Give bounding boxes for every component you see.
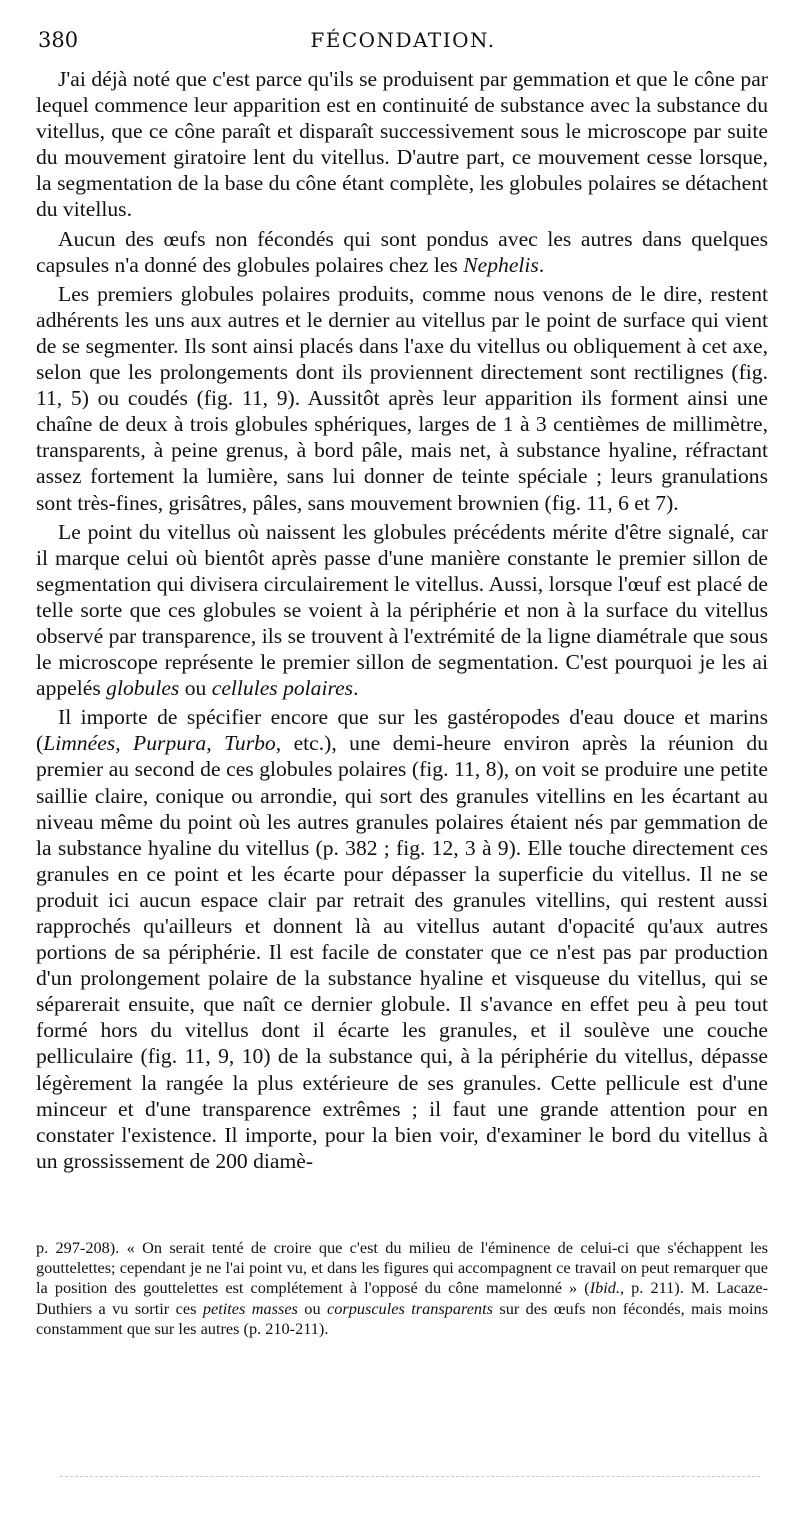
page-number: 380 <box>38 28 79 52</box>
paragraph <box>36 519 768 702</box>
page-header <box>38 28 768 58</box>
body-text <box>36 66 768 1177</box>
paragraph-text: , <box>206 731 225 756</box>
footnote-text: ou <box>297 1298 328 1318</box>
italic-term: globules <box>106 676 180 701</box>
italic-term: Turbo <box>224 731 276 756</box>
italic-term: petites masses <box>202 1298 298 1318</box>
footnote-text: sur des œufs non fécondés, mais moins constamment que sur les autres (p. 210-211). <box>36 1298 769 1338</box>
paragraph-text: ou <box>179 676 212 701</box>
paragraph-text: , etc.), une demi-heure environ après la réunion du premier au second de ces globules polaires (fig. 11, 8), on voit se produire une petite saillie claire, conique ou arrondie, qui sort des granules vitellins en les écartant au niveau même du point où les autres granules polaires étaient nés par gemmation de la substance hyaline du vitellus (p. 382 ; fig. 12, 3 à 9). Elle touche directement ces granules en ce point et les écarte pour dépasser la superficie du vitellus. Il ne se produit ici aucun espace clair par retrait des granules vitellins, qui restent aussi rapprochés qu'ailleurs et donnent là au vitellus autant d'opacité qu'aux autres portions de sa périphérie. Il est facile de constater que ce n'est pas par production d'un prolongement polaire de la substance hyaline et visqueuse du vitellus, qui se séparerait ensuite, que naît ce dernier globule. Il s'avance en effet peu à peu tout formé hors du vitellus dont il écarte les granules, et il soulève une couche pelliculaire (fig. 11, 9, 10) de la substance qui, à la périphérie du vitellus, dépasse légèrement la rangée la plus extérieure de ses granules. Cette pellicule est d'une minceur et d'une transparence extrêmes ; il faut une grande attention pour en constater l'existence. Il importe, pour la bien voir, d'examiner le bord du vitellus à un grossissement de 200 diamè- <box>36 731 769 1173</box>
italic-term: Purpura <box>133 731 207 756</box>
paragraph-text: Aucun des œufs non fécondés qui sont pondus avec les autres dans quelques capsules n'a donné des globules polaires chez les <box>36 226 768 277</box>
italic-term: Ibid. <box>589 1278 620 1298</box>
footnote <box>36 1238 768 1339</box>
paragraph-text: Les premiers globules polaires produits, comme nous venons de le dire, restent adhérents les uns aux autres et le dernier au vitellus par le point de surface qui vient de se segmenter. Ils sont ainsi placés dans l'axe du vitellus ou obliquement à cet axe, selon que les prolongements dont ils proviennent directement sont rectilignes (fig. 11, 5) ou coudés (fig. 11, 9). Aussitôt après leur apparition ils forment ainsi une chaîne de deux à trois globules sphériques, larges de 1 à 3 centièmes de millimètre, transparents, à peine grenus, à bord pâle, mais net, à substance hyaline, réfractant assez fortement la lumière, sans lui donner de teinte spéciale ; leurs granulations sont très-fines, grisâtres, pâles, sans mouvement brownien (fig. 11, 6 et 7). <box>36 281 768 515</box>
paragraph-text: J'ai déjà noté que c'est parce qu'ils se produisent par gemmation et que le cône par lequel commence leur apparition est en continuité de substance avec la substance du vitellus, que ce cône paraît et disparaît successivement sous le microscope par suite du mouvement giratoire lent du vitellus. D'autre part, ce mouvement cesse lorsque, la segmentation de la base du cône étant complète, les globules polaires se détachent du vitellus. <box>36 67 768 222</box>
paragraph-text: . <box>353 676 359 701</box>
paragraph <box>36 66 768 223</box>
running-title: FÉCONDATION. <box>310 28 496 52</box>
italic-term: cellules polaires <box>211 676 354 701</box>
paragraph-text: Il importe de spécifier encore que sur les gastéropodes d'eau douce et marins ( <box>36 705 768 756</box>
paragraph <box>36 226 768 278</box>
paragraph <box>36 704 768 1174</box>
paragraph-text: , <box>115 731 134 756</box>
paragraph <box>36 281 768 516</box>
italic-term: corpuscules transparents <box>327 1298 493 1318</box>
paragraph-text: . <box>538 252 545 277</box>
italic-term: Limnées <box>43 731 116 756</box>
scan-artifact-divider <box>60 1476 760 1479</box>
paragraph-text: Le point du vitellus où naissent les globules précédents mérite d'être signalé, car il marque celui où bientôt après passe d'une manière constante le premier sillon de segmentation qui divisera circulairement le vitellus. Aussi, lorsque l'œuf est placé de telle sorte que ces globules se voient à la périphérie et non à la surface du vitellus observé par transparence, ils se trouvent à l'extrémité de la ligne diamétrale que sous le microscope représente le premier sillon de segmentation. C'est pourquoi je les ai appelés <box>36 519 768 701</box>
footnote-text: , p. 211). M. Lacaze-Duthiers a vu sortir ces <box>36 1278 768 1318</box>
footnote-text: p. 297-208). « On serait tenté de croire que c'est du milieu de l'éminence de celui-ci que s'échappent les gouttelettes; cependant je ne l'ai point vu, et dans les figures qui accompagnent ce travail on peut remarquer que la position des gouttelettes est complétement à l'opposé du cône mamelonné » ( <box>36 1238 768 1298</box>
italic-term: Nephelis <box>463 252 539 277</box>
